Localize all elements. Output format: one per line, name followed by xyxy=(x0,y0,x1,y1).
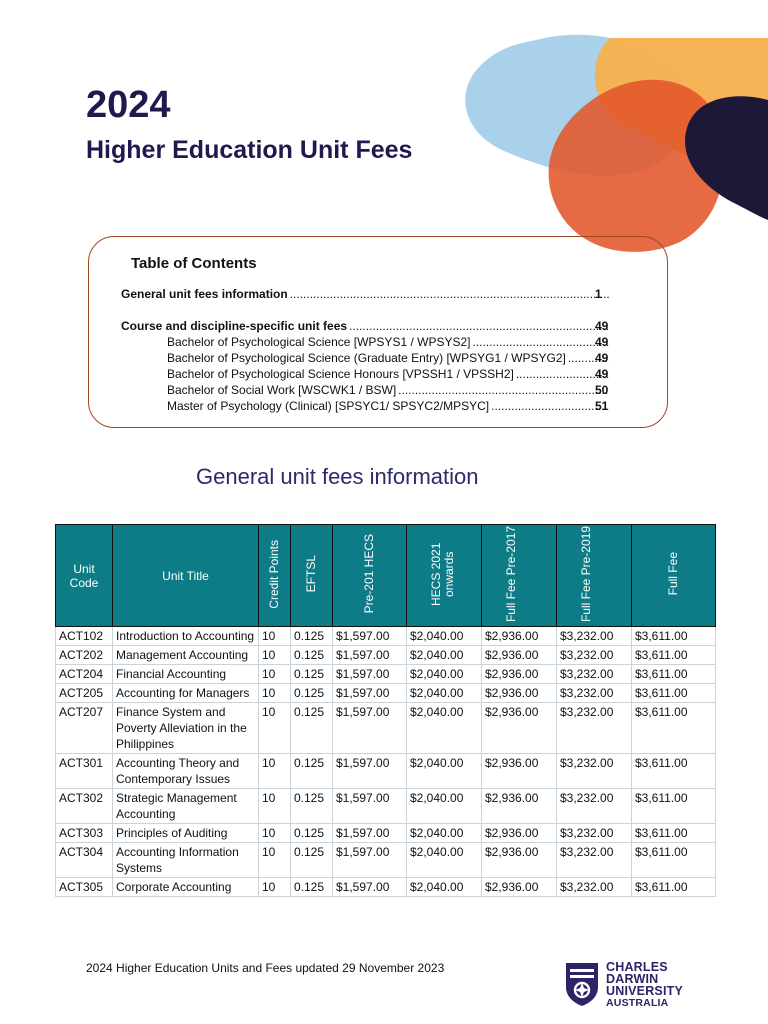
hecs-2021-cell: $2,040.00 xyxy=(407,878,482,897)
full-fee-pre-2019-cell: $3,232.00 xyxy=(557,627,632,646)
pre-hecs-cell: $1,597.00 xyxy=(333,843,407,878)
toc-heading: Table of Contents xyxy=(131,255,257,272)
unit-title-cell: Finance System and Poverty Alleviation in the Philippines xyxy=(113,703,259,754)
eftsl-cell: 0.125 xyxy=(291,878,333,897)
pre-hecs-cell: $1,597.00 xyxy=(333,665,407,684)
credit-points-cell: 10 xyxy=(259,703,291,754)
eftsl-cell: 0.125 xyxy=(291,684,333,703)
pre-hecs-cell: $1,597.00 xyxy=(333,824,407,843)
table-row xyxy=(56,843,716,878)
credit-points-cell: 10 xyxy=(259,665,291,684)
decorative-blobs-graphic xyxy=(440,30,768,270)
table-row xyxy=(56,665,716,684)
full-fee-pre-2017-cell: $2,936.00 xyxy=(482,684,557,703)
unit-code-cell: ACT301 xyxy=(56,754,113,789)
eftsl-cell: 0.125 xyxy=(291,627,333,646)
unit-code-cell: ACT304 xyxy=(56,843,113,878)
toc-entry-label: Master of Psychology (Clinical) [SPSYC1/ SPSYC2/MPSYC] xyxy=(167,399,490,413)
cdu-logo xyxy=(564,961,714,1011)
pre-hecs-cell: $1,597.00 xyxy=(333,646,407,665)
full-fee-pre-2019-cell: $3,232.00 xyxy=(557,754,632,789)
full-fee-pre-2017-cell: $2,936.00 xyxy=(482,824,557,843)
full-fee-pre-2019-cell: $3,232.00 xyxy=(557,878,632,897)
unit-title-cell: Accounting Information Systems xyxy=(113,843,259,878)
unit-title-cell: Principles of Auditing xyxy=(113,824,259,843)
unit-title-cell: Accounting Theory and Contemporary Issues xyxy=(113,754,259,789)
toc-entry-psych-science-honours[interactable] xyxy=(167,367,609,381)
unit-code-cell: ACT303 xyxy=(56,824,113,843)
pre-hecs-cell: $1,597.00 xyxy=(333,684,407,703)
column-header: HECS 2021 onwards xyxy=(407,525,482,627)
full-fee-pre-2019-cell: $3,232.00 xyxy=(557,843,632,878)
table-row xyxy=(56,824,716,843)
full-fee-cell: $3,611.00 xyxy=(632,627,716,646)
eftsl-cell: 0.125 xyxy=(291,789,333,824)
footer-text: 2024 Higher Education Units and Fees updated 29 November 2023 xyxy=(86,961,445,975)
full-fee-cell: $3,611.00 xyxy=(632,646,716,665)
column-header: EFTSL xyxy=(291,525,333,627)
toc-entry-page: 50 xyxy=(595,383,609,397)
full-fee-cell: $3,611.00 xyxy=(632,843,716,878)
pre-hecs-cell: $1,597.00 xyxy=(333,627,407,646)
table-row xyxy=(56,754,716,789)
table-of-contents xyxy=(88,236,668,428)
toc-entry-page: 49 xyxy=(595,367,609,381)
credit-points-cell: 10 xyxy=(259,627,291,646)
unit-code-cell: ACT102 xyxy=(56,627,113,646)
eftsl-cell: 0.125 xyxy=(291,754,333,789)
column-header: Unit Code xyxy=(56,525,113,627)
eftsl-cell: 0.125 xyxy=(291,824,333,843)
toc-entry-course-specific[interactable] xyxy=(121,319,609,333)
eftsl-cell: 0.125 xyxy=(291,646,333,665)
eftsl-cell: 0.125 xyxy=(291,665,333,684)
unit-title-cell: Management Accounting xyxy=(113,646,259,665)
unit-fees-table xyxy=(55,524,716,897)
column-header: Unit Title xyxy=(113,525,259,627)
unit-code-cell: ACT305 xyxy=(56,878,113,897)
full-fee-pre-2019-cell: $3,232.00 xyxy=(557,646,632,665)
full-fee-pre-2017-cell: $2,936.00 xyxy=(482,878,557,897)
toc-entry-general[interactable] xyxy=(121,287,609,301)
table-header-row xyxy=(56,525,716,627)
table-row xyxy=(56,684,716,703)
unit-title-cell: Accounting for Managers xyxy=(113,684,259,703)
full-fee-pre-2019-cell: $3,232.00 xyxy=(557,824,632,843)
table-row xyxy=(56,627,716,646)
toc-entry-psych-science[interactable] xyxy=(167,335,609,349)
eftsl-cell: 0.125 xyxy=(291,843,333,878)
toc-entry-psych-science-graduate[interactable] xyxy=(167,351,609,365)
hecs-2021-cell: $2,040.00 xyxy=(407,665,482,684)
unit-title-cell: Financial Accounting xyxy=(113,665,259,684)
document-title: Higher Education Unit Fees xyxy=(86,136,413,164)
full-fee-pre-2017-cell: $2,936.00 xyxy=(482,627,557,646)
toc-entry-page: 1 xyxy=(595,287,602,301)
toc-entry-label: Bachelor of Social Work [WSCWK1 / BSW] xyxy=(167,383,397,397)
column-header: Full Fee Pre-2019 xyxy=(557,525,632,627)
toc-entry-label: Bachelor of Psychological Science Honours [VPSSH1 / VPSSH2] xyxy=(167,367,514,381)
pre-hecs-cell: $1,597.00 xyxy=(333,703,407,754)
full-fee-pre-2019-cell: $3,232.00 xyxy=(557,789,632,824)
toc-entry-social-work[interactable] xyxy=(167,383,609,397)
full-fee-cell: $3,611.00 xyxy=(632,754,716,789)
credit-points-cell: 10 xyxy=(259,878,291,897)
unit-code-cell: ACT202 xyxy=(56,646,113,665)
full-fee-pre-2017-cell: $2,936.00 xyxy=(482,843,557,878)
table-row xyxy=(56,703,716,754)
unit-code-cell: ACT207 xyxy=(56,703,113,754)
toc-entry-label: Bachelor of Psychological Science [WPSYS1 / WPSYS2] xyxy=(167,335,471,349)
hecs-2021-cell: $2,040.00 xyxy=(407,824,482,843)
toc-entry-page: 51 xyxy=(595,399,609,413)
eftsl-cell: 0.125 xyxy=(291,703,333,754)
pre-hecs-cell: $1,597.00 xyxy=(333,878,407,897)
pre-hecs-cell: $1,597.00 xyxy=(333,754,407,789)
hecs-2021-cell: $2,040.00 xyxy=(407,646,482,665)
column-header: Pre-201 HECS xyxy=(333,525,407,627)
hecs-2021-cell: $2,040.00 xyxy=(407,684,482,703)
credit-points-cell: 10 xyxy=(259,789,291,824)
unit-code-cell: ACT205 xyxy=(56,684,113,703)
credit-points-cell: 10 xyxy=(259,646,291,665)
full-fee-pre-2017-cell: $2,936.00 xyxy=(482,665,557,684)
document-year: 2024 xyxy=(86,84,171,126)
table-body xyxy=(56,627,716,897)
column-header: Credit Points xyxy=(259,525,291,627)
table-row xyxy=(56,646,716,665)
hecs-2021-cell: $2,040.00 xyxy=(407,703,482,754)
toc-entry-label: Bachelor of Psychological Science (Graduate Entry) [WPSYG1 / WPSYG2] xyxy=(167,351,566,365)
unit-code-cell: ACT204 xyxy=(56,665,113,684)
column-header: Full Fee Pre-2017 xyxy=(482,525,557,627)
table-row xyxy=(56,789,716,824)
pre-hecs-cell: $1,597.00 xyxy=(333,789,407,824)
full-fee-cell: $3,611.00 xyxy=(632,684,716,703)
unit-title-cell: Strategic Management Accounting xyxy=(113,789,259,824)
logo-wordmark: CHARLES DARWIN UNIVERSITY AUSTRALIA xyxy=(606,960,684,1009)
toc-entry-label: General unit fees information xyxy=(121,287,288,301)
hecs-2021-cell: $2,040.00 xyxy=(407,843,482,878)
unit-code-cell: ACT302 xyxy=(56,789,113,824)
full-fee-pre-2017-cell: $2,936.00 xyxy=(482,754,557,789)
table-row xyxy=(56,878,716,897)
credit-points-cell: 10 xyxy=(259,843,291,878)
toc-entry-master-psychology[interactable] xyxy=(167,399,609,413)
credit-points-cell: 10 xyxy=(259,684,291,703)
full-fee-cell: $3,611.00 xyxy=(632,703,716,754)
hecs-2021-cell: $2,040.00 xyxy=(407,754,482,789)
full-fee-pre-2019-cell: $3,232.00 xyxy=(557,665,632,684)
full-fee-pre-2017-cell: $2,936.00 xyxy=(482,789,557,824)
credit-points-cell: 10 xyxy=(259,824,291,843)
full-fee-pre-2019-cell: $3,232.00 xyxy=(557,703,632,754)
column-header: Full Fee xyxy=(632,525,716,627)
hecs-2021-cell: $2,040.00 xyxy=(407,789,482,824)
toc-entry-page: 49 xyxy=(595,335,609,349)
full-fee-pre-2017-cell: $2,936.00 xyxy=(482,703,557,754)
unit-title-cell: Corporate Accounting xyxy=(113,878,259,897)
credit-points-cell: 10 xyxy=(259,754,291,789)
toc-entry-label: Course and discipline-specific unit fees xyxy=(121,319,348,333)
full-fee-cell: $3,611.00 xyxy=(632,878,716,897)
section-heading: General unit fees information xyxy=(196,464,479,489)
shield-logo-icon xyxy=(564,961,600,1007)
hecs-2021-cell: $2,040.00 xyxy=(407,627,482,646)
full-fee-cell: $3,611.00 xyxy=(632,789,716,824)
toc-entry-page: 49 xyxy=(595,319,609,333)
full-fee-pre-2019-cell: $3,232.00 xyxy=(557,684,632,703)
full-fee-cell: $3,611.00 xyxy=(632,665,716,684)
unit-title-cell: Introduction to Accounting xyxy=(113,627,259,646)
full-fee-cell: $3,611.00 xyxy=(632,824,716,843)
full-fee-pre-2017-cell: $2,936.00 xyxy=(482,646,557,665)
toc-entry-page: 49 xyxy=(595,351,609,365)
